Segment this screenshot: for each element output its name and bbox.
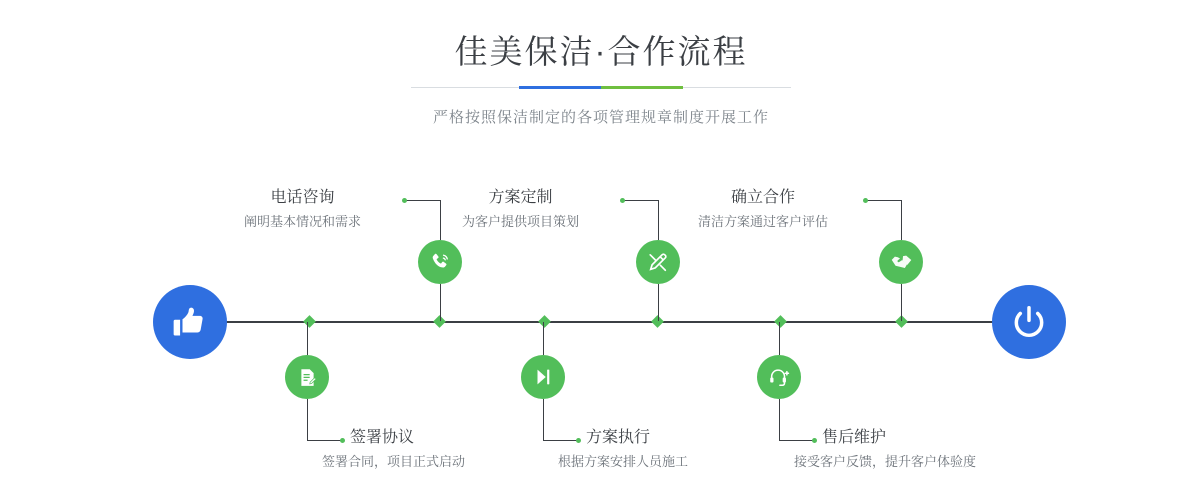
step-icon-1 — [418, 240, 462, 284]
step-icon-3 — [636, 240, 680, 284]
page-title: 佳美保洁·合作流程 — [454, 33, 748, 70]
step-label-5: 确立合作 清洁方案通过客户评估 — [697, 189, 828, 229]
step-icon-5 — [879, 240, 923, 284]
step-label-1: 电话咨询 阐明基本情况和需求 — [243, 189, 361, 229]
connector-line — [779, 322, 780, 355]
document-edit-icon — [297, 367, 318, 388]
step-label-3: 方案定制 为客户提供项目策划 — [461, 189, 579, 229]
connector-dot — [620, 198, 625, 203]
connector-line — [658, 284, 659, 321]
connector-line — [658, 200, 659, 240]
step-label-4: 方案执行 根据方案安排人员施工 — [558, 429, 689, 469]
connector-line — [307, 399, 308, 440]
connector-line — [623, 200, 659, 201]
step-icon-2 — [285, 355, 329, 399]
headset-support-icon — [768, 366, 790, 388]
timeline-start-node — [153, 285, 227, 359]
connector-line — [901, 200, 902, 240]
axis-marker — [538, 315, 551, 328]
play-skip-icon — [532, 366, 554, 388]
axis-marker — [303, 315, 316, 328]
connector-line — [866, 200, 902, 201]
page-subtitle: 严格按照保洁制定的各项管理规章制度开展工作 — [432, 109, 769, 126]
handshake-icon — [890, 251, 913, 274]
connector-line — [543, 399, 544, 440]
connector-line — [779, 399, 780, 440]
step-label-6: 售后维护 接受客户反馈，提升客户体验度 — [794, 429, 977, 469]
step-label-2: 签署协议 签署合同，项目正式启动 — [322, 429, 466, 469]
step-icon-4 — [521, 355, 565, 399]
thumbs-up-icon — [172, 304, 208, 340]
step-icon-6 — [757, 355, 801, 399]
connector-dot — [402, 198, 407, 203]
pen-ruler-icon — [647, 251, 669, 273]
phone-call-icon — [429, 251, 451, 273]
axis-marker — [774, 315, 787, 328]
connector-line — [543, 322, 544, 355]
connector-line — [901, 284, 902, 321]
connector-line — [440, 284, 441, 321]
timeline-end-node — [992, 285, 1066, 359]
connector-dot — [863, 198, 868, 203]
power-icon — [1010, 303, 1048, 341]
connector-line — [307, 322, 308, 355]
